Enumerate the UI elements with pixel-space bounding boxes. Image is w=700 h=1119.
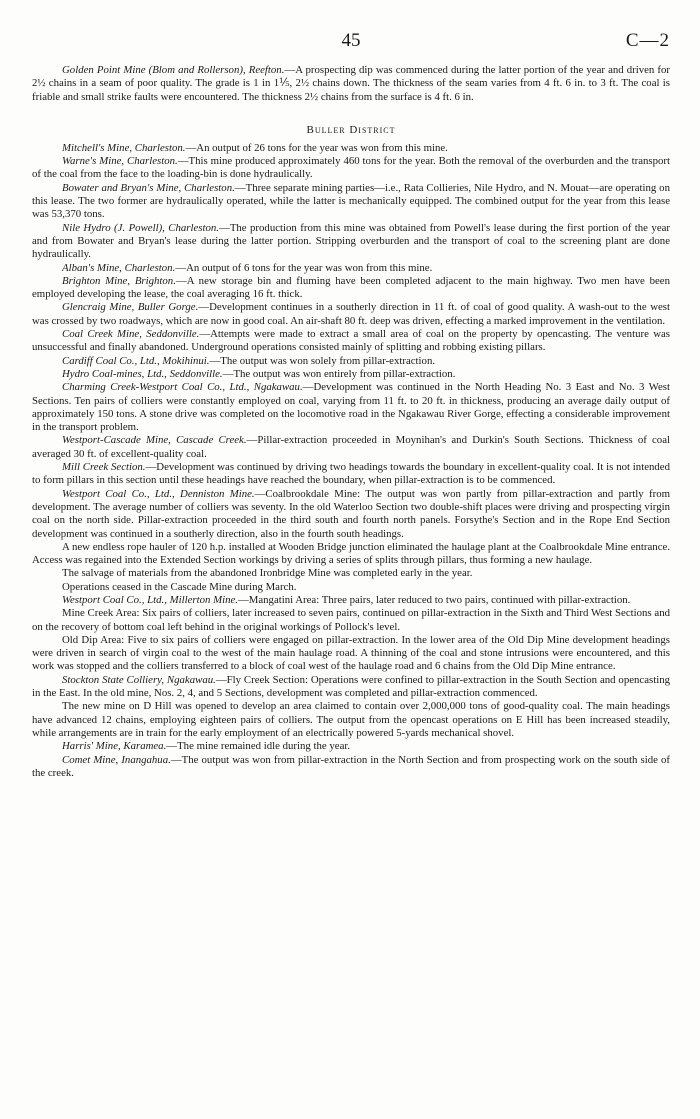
district-paragraphs <box>32 142 670 780</box>
paragraph <box>32 155 670 182</box>
page-header <box>32 30 670 60</box>
paragraph-text: —The output was won from pillar-extraction in the North Section and from prospecting work on the south side of the creek. <box>32 753 670 779</box>
paragraph <box>32 182 670 222</box>
mine-name: Bowater and Bryan's Mine, Charleston. <box>62 181 235 194</box>
mine-name: Nile Hydro (J. Powell), Charleston. <box>62 221 220 234</box>
paragraph <box>32 142 670 155</box>
paragraph-text: The new mine on D Hill was opened to develop an area claimed to contain over 2,000,000 tons of good-quality coal. The main headings have advanced 12 chains, employing eighteen pairs of colliers. The output from the opencast operations on E Hill has been increased steadily, while arrangements are in train for the early employment of an electrically powered 5-yards mechanical shovel. <box>32 700 670 739</box>
paragraph-text: —The mine remained idle during the year. <box>166 740 351 753</box>
paragraph-text: —The production from this mine was obtained from Powell's lease during the first portion of the year and from Bowater and Bryan's lease during the latter portion. Stripping overburden and the transport of coal to the screening plant are done hydraulically. <box>32 221 670 261</box>
paragraph-text: —Development was continued by driving two headings towards the boundary in excellent-quality coal. It is not intended to form pillars in this section until these headings have reached the boundary, when pillar-extraction is to be commenced. <box>32 461 670 487</box>
paragraph <box>32 262 670 275</box>
mine-name: Westport-Cascade Mine, Cascade Creek. <box>62 434 247 447</box>
paragraph <box>32 594 670 607</box>
mine-name: Golden Point Mine (Blom and Rollerson), Reefton. <box>62 64 285 76</box>
mine-name: Charming Creek-Westport Coal Co., Ltd., Ngakawau. <box>62 381 303 394</box>
paragraph <box>32 381 670 434</box>
mine-name: Cardiff Coal Co., Ltd., Mokihinui. <box>62 354 210 367</box>
mine-name: Harris' Mine, Karamea. <box>62 740 167 753</box>
paragraph <box>32 301 670 328</box>
paragraph-golden-point <box>32 64 670 104</box>
paragraph-text: —Pillar-extraction proceeded in Moynihan's and Durkin's South Sections. Thickness of coal averaged 30 ft. of excellent-quality coal. <box>32 434 671 460</box>
mine-name: Hydro Coal-mines, Ltd., Seddonville. <box>62 367 223 380</box>
paragraph <box>32 607 670 634</box>
paragraph <box>32 434 670 461</box>
paragraph-text: Operations ceased in the Cascade Mine during March. <box>62 580 297 593</box>
mine-name: Westport Coal Co., Ltd., Denniston Mine. <box>62 487 255 500</box>
paragraph-text: —Three separate mining parties—i.e., Rata Collieries, Nile Hydro, and N. Mouat—are operating on this lease. The two former are hydraulically operated, while the latter is mechanically equipped. The combined output for the year from this lease was 53,370 tons. <box>32 181 670 221</box>
paragraph <box>32 674 670 701</box>
mine-name: Warne's Mine, Charleston. <box>62 155 178 168</box>
paragraph-text: —Development was continued in the North Heading No. 3 East and No. 3 West Sections. Ten pairs of colliers were constantly employed on coal, varying from 11 ft. to 20 ft. in thickness, producing an average daily output of approximately 150 tons. A stone drive was completed on the locomotive road in the Ngakawau River Gorge, effecting a considerable improvement in the transport problem. <box>32 381 670 434</box>
paragraph-text: —Attempts were made to extract a small area of coal on the property by opencasting. The venture was unsuccessful and finally abandoned. Underground operations consisted mainly of splitting and robbing existing pillars. <box>32 328 670 354</box>
paragraph <box>32 222 670 262</box>
paragraph-text: Old Dip Area: Five to six pairs of colliers were engaged on pillar-extraction. In the lower area of the Old Dip Mine development headings were driven in search of virgin coal to the west of the main haulage road. A thinning of the coal and stone intrusions were encountered, and this work was stopped and the colliers transferred to a block of coal west of the haulage road and 6 chains from the Old Dip Mine entrance. <box>32 633 670 673</box>
paragraph-text: —Development continues in a southerly direction in 11 ft. of coal of good quality. A wash-out to the west was crossed by two roadways, which are now in good coal. An air-shaft 80 ft. deep was driven, effecting a marked improvement in the ventilation. <box>32 301 670 327</box>
paragraph-text: —The output was won solely from pillar-extraction. <box>209 354 436 367</box>
page-number: 45 <box>341 30 361 51</box>
mine-name: Mill Creek Section. <box>62 461 146 474</box>
mine-name: Coal Creek Mine, Seddonville. <box>62 328 200 341</box>
paragraph-text: Mine Creek Area: Six pairs of colliers, later increased to seven pairs, continued on pillar-extraction in the Sixth and Third West Sections and on the recovery of bottom coal left behind in the original workings of Pollock's level. <box>32 607 670 633</box>
paragraph <box>32 634 670 674</box>
paragraph <box>32 461 670 488</box>
mine-name: Comet Mine, Inangahua. <box>62 753 171 766</box>
paragraph <box>32 567 670 580</box>
paragraph-text: —A new storage bin and fluming have been completed adjacent to the main highway. Two men have been employed developing the lease, the coal averaging 16 ft. thick. <box>32 274 670 301</box>
mine-name: Glencraig Mine, Buller Gorge. <box>62 301 199 314</box>
mine-name: Westport Coal Co., Ltd., Millerton Mine. <box>62 593 238 606</box>
mine-name: Stockton State Colliery, Ngakawau. <box>62 673 216 686</box>
paragraph-text: —Fly Creek Section: Operations were confined to pillar-extraction in the South Section and opencasting in the East. In the old mine, Nos. 2, 4, and 5 Sections, development was completed and pillar-extraction commenced. <box>32 673 670 700</box>
paragraph <box>32 328 670 355</box>
paragraph-text: —This mine produced approximately 460 tons for the year. Both the removal of the overburden and the transport of the coal from the face to the loading-bin is done hydraulically. <box>32 155 670 181</box>
paragraph <box>32 581 670 594</box>
paragraph-text: The salvage of materials from the abandoned Ironbridge Mine was completed early in the year. <box>62 567 473 580</box>
district-heading: Buller District <box>306 123 396 136</box>
paragraph-text: —An output of 6 tons for the year was won from this mine. <box>175 261 433 274</box>
document-page <box>32 30 670 780</box>
paragraph <box>32 740 670 753</box>
paragraph-text: —The output was won entirely from pillar-extraction. <box>222 367 456 380</box>
paragraph-text: A new endless rope hauler of 120 h.p. installed at Wooden Bridge junction eliminated the haulage plant at the Coalbrookdale Mine entrance. Access was regained into the Extended Section workings by driving a series of splits through pillars, thus forming a new haulage. <box>32 540 670 567</box>
paragraph <box>32 700 670 740</box>
paragraph-text: —An output of 26 tons for the year was won from this mine. <box>185 141 448 154</box>
paragraph <box>32 275 670 302</box>
mine-name: Mitchell's Mine, Charleston. <box>62 141 186 154</box>
paragraph <box>32 754 670 781</box>
paragraph <box>32 368 670 381</box>
section-code: C—2 <box>625 30 670 51</box>
mine-name: Brighton Mine, Brighton. <box>62 274 176 287</box>
paragraph <box>32 488 670 541</box>
paragraph-text: —A prospecting dip was commenced during the latter portion of the year and driven for 2½ chains in a seam of poor quality. The grade is 1 in 1⅕, 2½ chains down. The thickness of the seam varies from 4 ft. 6 in. to 3 ft. The coal is friable and small strike faults were encountered. The thickness 2½ chains from the surface is 4 ft. 6 in. <box>32 64 671 103</box>
mine-name: Alban's Mine, Charleston. <box>62 261 176 274</box>
paragraph-text: —Coalbrookdale Mine: The output was won partly from pillar-extraction and partly from development. The average number of colliers was seventy. In the old Waterloo Section two double-shift places were driving and prospecting virgin coal on the north side. Pillar-extraction proceeded in the third south and fourth north panels. Forsythe's Section and in the Rope End Section development was continued in a southerly direction, also in the fourth south headings. <box>32 487 670 540</box>
paragraph <box>32 541 670 568</box>
paragraph-text: —Mangatini Area: Three pairs, later reduced to two pairs, continued with pillar-extraction. <box>237 593 631 606</box>
paragraph <box>32 355 670 368</box>
